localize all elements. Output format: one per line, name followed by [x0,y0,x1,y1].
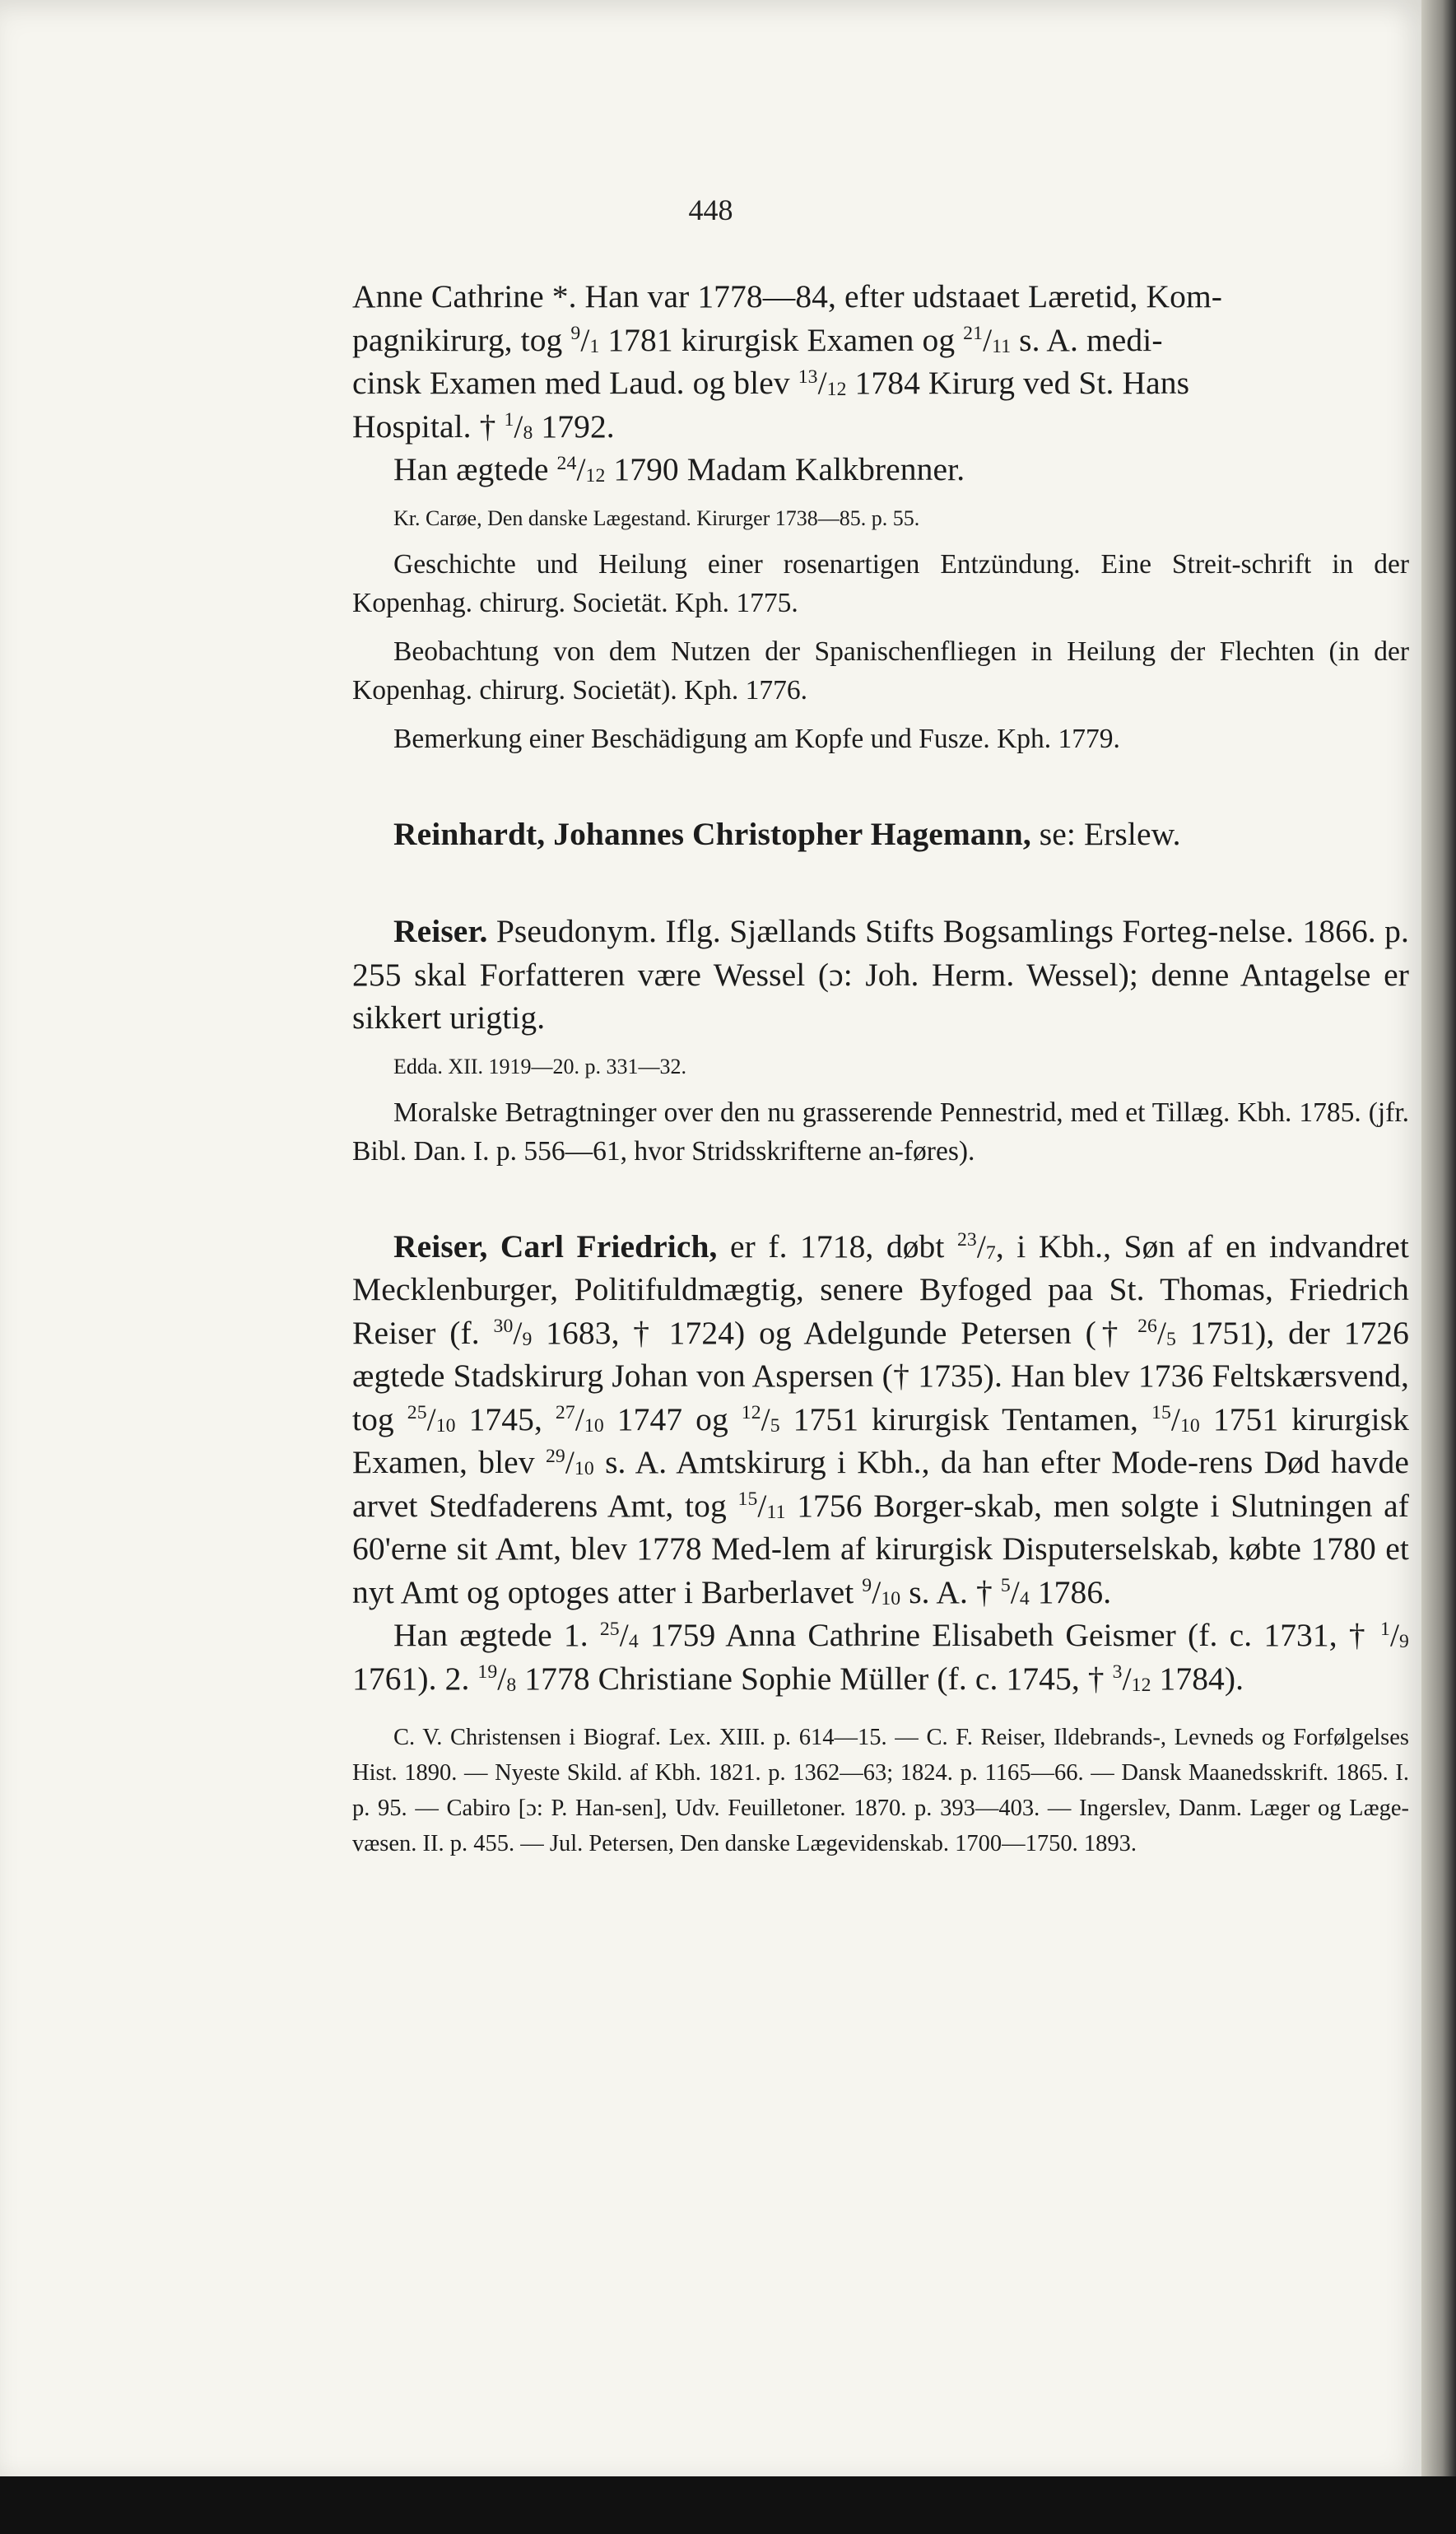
date-month: 10 [1179,1414,1200,1437]
entry-continuation-paragraph: Anne Cathrine *. Han var 1778—84, efter udstaaet Læretid, Kom- pagnikirurg, tog $^9/_1$ 1781 kirurgisk Examen og $^{21}/_{11}$ s. A. medi- cinsk Examen med Laud. og blev $^{13}/_{12}$ 1784 Kirurg ved St. Hans Hospital. † $^1/_8$ 1792. [352,278,1223,445]
date-day: 24 [556,452,577,474]
text-run: , i Kbh., Søn af en indvandret Mecklenburger, Politifuldmægtig, senere Byfoged paa St. Thomas, Friedrich Reiser (f. [352,1227,1409,1351]
text-run: 1745, [455,1400,556,1437]
text-run: 1683, † 1724) og Adelgunde Petersen († [532,1314,1138,1351]
entry-reiser-carl-friedrich: Reiser, Carl Friedrich, er f. 1718, døbt $^{23}/_7$, i Kbh., Søn af en indvandret Mecklenburger, Politifuldmægtig, senere Byfoged paa St. Thomas, Friedrich Reiser (f. $^{30}/_9$ 1683, † 1724) og Adelgunde Petersen († $^{26}/_5$ 1751), der 1726 ægtede Stadskirurg Johan von Aspersen († 1735). Han blev 1736 Feltskærsvend, tog $^{25}/_{10}$ 1745, $^{27}/_{10}$ 1747 og $^{12}/_5$ 1751 kirurgisk Tentamen, $^{15}/_{10}$ 1751 kirurgisk Examen, blev $^{29}/_{10}$ s. A. Amtskirurg i Kbh., da han efter Mode-rens Død havde arvet Stedfaderens Amt, tog $^{15}/_{11}$ 1756 Borger-skab, men solgte i Slutningen af 60'erne sit Amt, blev 1778 Med-lem af kirurgisk Disputerselskab, købte 1780 et nyt Amt og optoges atter i Barberlavet $^9/_{10}$ s. A. † $^5/_4$ 1786. [352,1227,1410,1610]
date-day: 25 [407,1402,427,1424]
entry-reiser-pseudonym [352,910,1409,1040]
text-run: pagnikirurg, tog [352,321,571,358]
marriage-paragraph: Han ægtede $^{24}/_{12}$ 1790 Madam Kalkbrenner. [393,451,965,487]
date-month: 5 [1166,1328,1176,1350]
text-run: 1784). [1151,1660,1244,1697]
marriage-paragraph: Han ægtede 1. $^{25}/_4$ 1759 Anna Cathrine Elisabeth Geismer (f. c. 1731, † $^1/_9$ 1761). 2. $^{19}/_8$ 1778 Christiane Sophie Müller (f. c. 1745, † $^3/_{12}$ 1784). [352,1617,1409,1697]
reference-line: Kr. Carøe, Den danske Lægestand. Kirurger 1738—85. p. 55. [393,505,920,530]
date-day: 5 [1000,1575,1011,1597]
text-run: s. A. Amtskirurg i Kbh., da han efter Mode-rens Død havde arvet Stedfaderens Amt, tog [352,1444,1409,1524]
date-month: 10 [881,1587,901,1609]
date-month: 8 [506,1674,517,1696]
date-month: 10 [584,1414,604,1437]
scan-border [0,2476,1456,2534]
entry-reinhardt [352,813,1409,856]
text-run: 1751 kirurgisk Tentamen, [779,1400,1152,1437]
text-run: Han ægtede 1. [393,1617,600,1653]
date-day: 1 [1380,1618,1390,1640]
date-day: 21 [963,323,984,345]
date-month: 10 [435,1414,456,1437]
date-month: 12 [585,465,606,487]
text-run: 1790 Madam Kalkbrenner. [605,451,965,487]
date-day: 26 [1137,1316,1157,1338]
text-run: 1751 kirurgisk Examen, blev [352,1400,1410,1480]
entry-headword: Reinhardt, Johannes Christopher Hagemann, [393,815,1031,852]
text-run: Hospital. † [352,408,505,445]
date-day: 15 [737,1488,758,1511]
date-month: 12 [826,379,847,401]
work-title: Moralske Betragtninger over den nu grasserende Pennestrid, med et Tillæg. Kbh. 1785. (jfr. Bibl. Dan. I. p. 556—61, hvor Stridsskrifterne an-føres). [352,1097,1409,1167]
page-edge-shadow [1421,0,1456,2534]
date-month: 10 [574,1458,594,1480]
text-run: cinsk Examen med Laud. og blev [352,365,798,401]
text-run: 1747 og [603,1400,742,1437]
text-run: 1784 Kirurg ved St. Hans [846,365,1190,401]
text-run: 1781 kirurgisk Examen og [599,321,964,358]
text-run: Han ægtede [393,451,557,487]
date-day: 29 [545,1445,565,1467]
date-month: 7 [985,1241,996,1264]
entry-headword: Reiser. [393,913,488,949]
date-month: 4 [628,1631,639,1653]
text-run: 1751), der 1726 ægtede Stadskirurg Johan von Aspersen († 1735). Han blev 1736 Feltskærsvend, tog [352,1314,1409,1437]
work-title: Geschichte und Heilung einer rosenartigen Entzündung. Eine Streit-schrift in der Kopenhag. chirurg. Societät. Kph. 1775. [352,548,1409,618]
entry-headword: Reiser, Carl Friedrich, [393,1227,718,1265]
text-run: s. A. † [900,1573,1001,1610]
date-day: 30 [493,1316,514,1338]
date-month: 11 [992,335,1012,357]
text-run: 1786. [1029,1573,1112,1610]
reference-line: Edda. XII. 1919—20. p. 331—32. [393,1054,687,1078]
text-run: 1756 Borger-skab, men solgte i Slutningen af 60'erne sit Amt, blev 1778 Med-lem af kirurgisk Disputerselskab, købte 1780 et nyt Amt og optoges atter i Barberlavet [352,1487,1409,1610]
date-day: 15 [1151,1402,1171,1424]
text-line: Anne Cathrine *. Han var 1778—84, efter udstaaet Læretid, Kom- [352,278,1223,314]
date-month: 9 [1399,1631,1409,1653]
date-day: 19 [477,1661,498,1684]
text-run: 1778 Christiane Sophie Müller (f. c. 1745, † [516,1660,1113,1697]
cross-reference: se: Erslew. [1030,815,1181,852]
text-run: 1792. [533,408,615,445]
work-title: Bemerkung einer Beschädigung am Kopfe und Fusze. Kph. 1779. [393,723,1120,754]
page-number: 448 [688,193,733,226]
date-month: 12 [1131,1674,1151,1696]
date-month: 11 [766,1501,786,1523]
date-month: 1 [589,335,600,357]
date-day: 27 [555,1402,575,1424]
date-day: 9 [570,323,581,345]
page-content [352,275,1409,1861]
date-day: 9 [862,1575,872,1597]
date-month: 9 [522,1328,533,1350]
date-month: 8 [523,422,533,444]
reference-list: C. V. Christensen i Biograf. Lex. XIII. p. 614—15. — C. F. Reiser, Ildebrands-, Levneds og Forfølgelses Hist. 1890. — Nyeste Skild. af Kbh. 1821. p. 1362—63; 1824. p. 1165—66. — Dansk Maanedsskrift. 1865. I. p. 95. — Cabiro [ɔ: P. Han-sen], Udv. Feuilletoner. 1870. p. 393—403. — Ingerslev, Danm. Læger og Læge-væsen. II. p. 455. — Jul. Petersen, Den danske Lægevidenskab. 1700—1750. 1893. [352,1725,1409,1856]
date-day: 1 [504,409,514,431]
date-day: 13 [798,366,818,388]
text-run: 1759 Anna Cathrine Elisabeth Geismer (f. c. 1731, † [638,1617,1381,1653]
date-day: 23 [956,1229,977,1251]
text-run: 1761). 2. [352,1660,478,1697]
work-title: Beobachtung von dem Nutzen der Spanischenfliegen in Heilung der Flechten (in der Kopenhag. chirurg. Societät). Kph. 1776. [352,636,1409,706]
text-run: s. A. medi- [1011,321,1163,358]
date-day: 12 [741,1402,761,1424]
date-month: 5 [770,1414,780,1437]
entry-text: Pseudonym. Iflg. Sjællands Stifts Bogsamlings Forteg-nelse. 1866. p. 255 skal Forfatteren være Wessel (ɔ: Joh. Herm. Wessel); denne Antagelse er sikkert urigtig. [352,913,1409,1036]
text-run: er f. 1718, døbt [717,1227,957,1265]
date-day: 25 [599,1618,620,1640]
date-month: 4 [1019,1587,1030,1609]
date-day: 3 [1112,1661,1123,1684]
